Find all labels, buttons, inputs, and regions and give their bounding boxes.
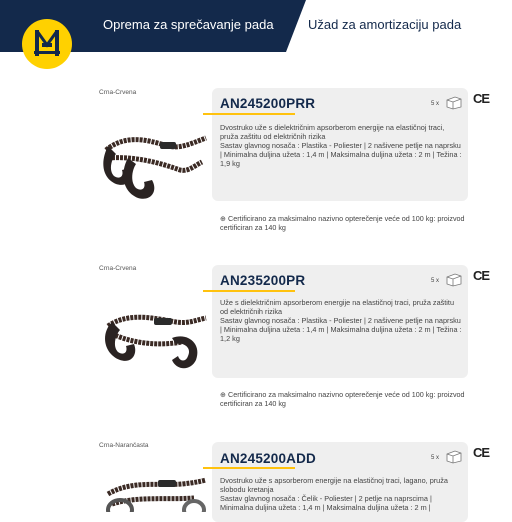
product-color: Crna-Crvena <box>99 265 137 272</box>
harness-icon <box>33 29 61 59</box>
product-description <box>220 123 462 168</box>
package-quantity: 5 x <box>431 455 440 461</box>
box-icon <box>445 96 463 110</box>
spec-text: Sastav glavnog nosača : Čelik - Poliester | 2 petlje na naprscima | Minimalna duljina užeta : 1,4 m | Maksimalna duljina užeta : 2 m | <box>220 494 432 512</box>
spec-text: Sastav glavnog nosača : Plastika - Poliester | 2 našivene petlje na naprsku | Minimalna duljina užeta : 1,4 m | Maksimalna duljina užeta : 2 m | Težina : 1,2 kg <box>220 316 462 343</box>
ce-mark: CE <box>473 268 490 283</box>
description-text: Uže s dielektričnim apsorberom energije na elastičnoj traci, pruža zaštitu od električnih rizika <box>220 298 455 316</box>
product-color: Crna-Crvena <box>99 89 137 96</box>
product-description <box>220 298 462 343</box>
package-quantity: 5 x <box>431 278 440 284</box>
certification-note <box>220 390 465 408</box>
plus-circle-icon: ⊕ <box>220 390 229 399</box>
code-underline <box>203 290 295 292</box>
package-quantity: 5 x <box>431 101 440 107</box>
box-icon <box>445 450 463 464</box>
certification-text: Certificirano za maksimalno nazivno opterečenje veće od 100 kg: proizvod certificiran za 140 kg <box>220 390 465 408</box>
certification-text: Certificirano za maksimalno nazivno opterečenje veće od 100 kg: proizvod certificiran za 140 kg <box>220 214 465 232</box>
box-icon <box>445 273 463 287</box>
ce-mark: CE <box>473 445 490 460</box>
lanyard-image <box>98 470 210 512</box>
lanyard-image <box>98 298 210 374</box>
product-code: AN245200ADD <box>220 451 316 466</box>
description-text: Dvostruko uže s dielektričnim apsorberom energije na elastičnoj traci, pruža zaštitu od električnih rizika <box>220 123 445 141</box>
code-underline <box>203 467 295 469</box>
plus-circle-icon: ⊕ <box>220 214 229 223</box>
product-code: AN235200PR <box>220 273 306 288</box>
lanyard-image <box>98 112 210 210</box>
certification-note <box>220 214 465 232</box>
description-text: Dvostruko uže s apsorberom energije na elastičnoj traci, lagano, pruža slobodu kretanja <box>220 476 448 494</box>
code-underline <box>203 113 295 115</box>
subsection-title: Užad za amortizaciju pada <box>308 17 462 32</box>
spec-text: Sastav glavnog nosača : Plastika - Poliester | 2 našivene petlje na naprsku | Minimalna duljina užeta : 1,4 m | Maksimalna duljina užeta : 2 m | Težina : 1,9 kg <box>220 141 462 168</box>
brand-logo <box>22 19 72 69</box>
section-title: Oprema za sprečavanje pada <box>103 17 274 32</box>
product-code: AN245200PRR <box>220 96 316 111</box>
product-description <box>220 476 462 512</box>
product-color: Crna-Narančasta <box>99 442 149 449</box>
ce-mark: CE <box>473 91 490 106</box>
page-header <box>0 0 512 52</box>
